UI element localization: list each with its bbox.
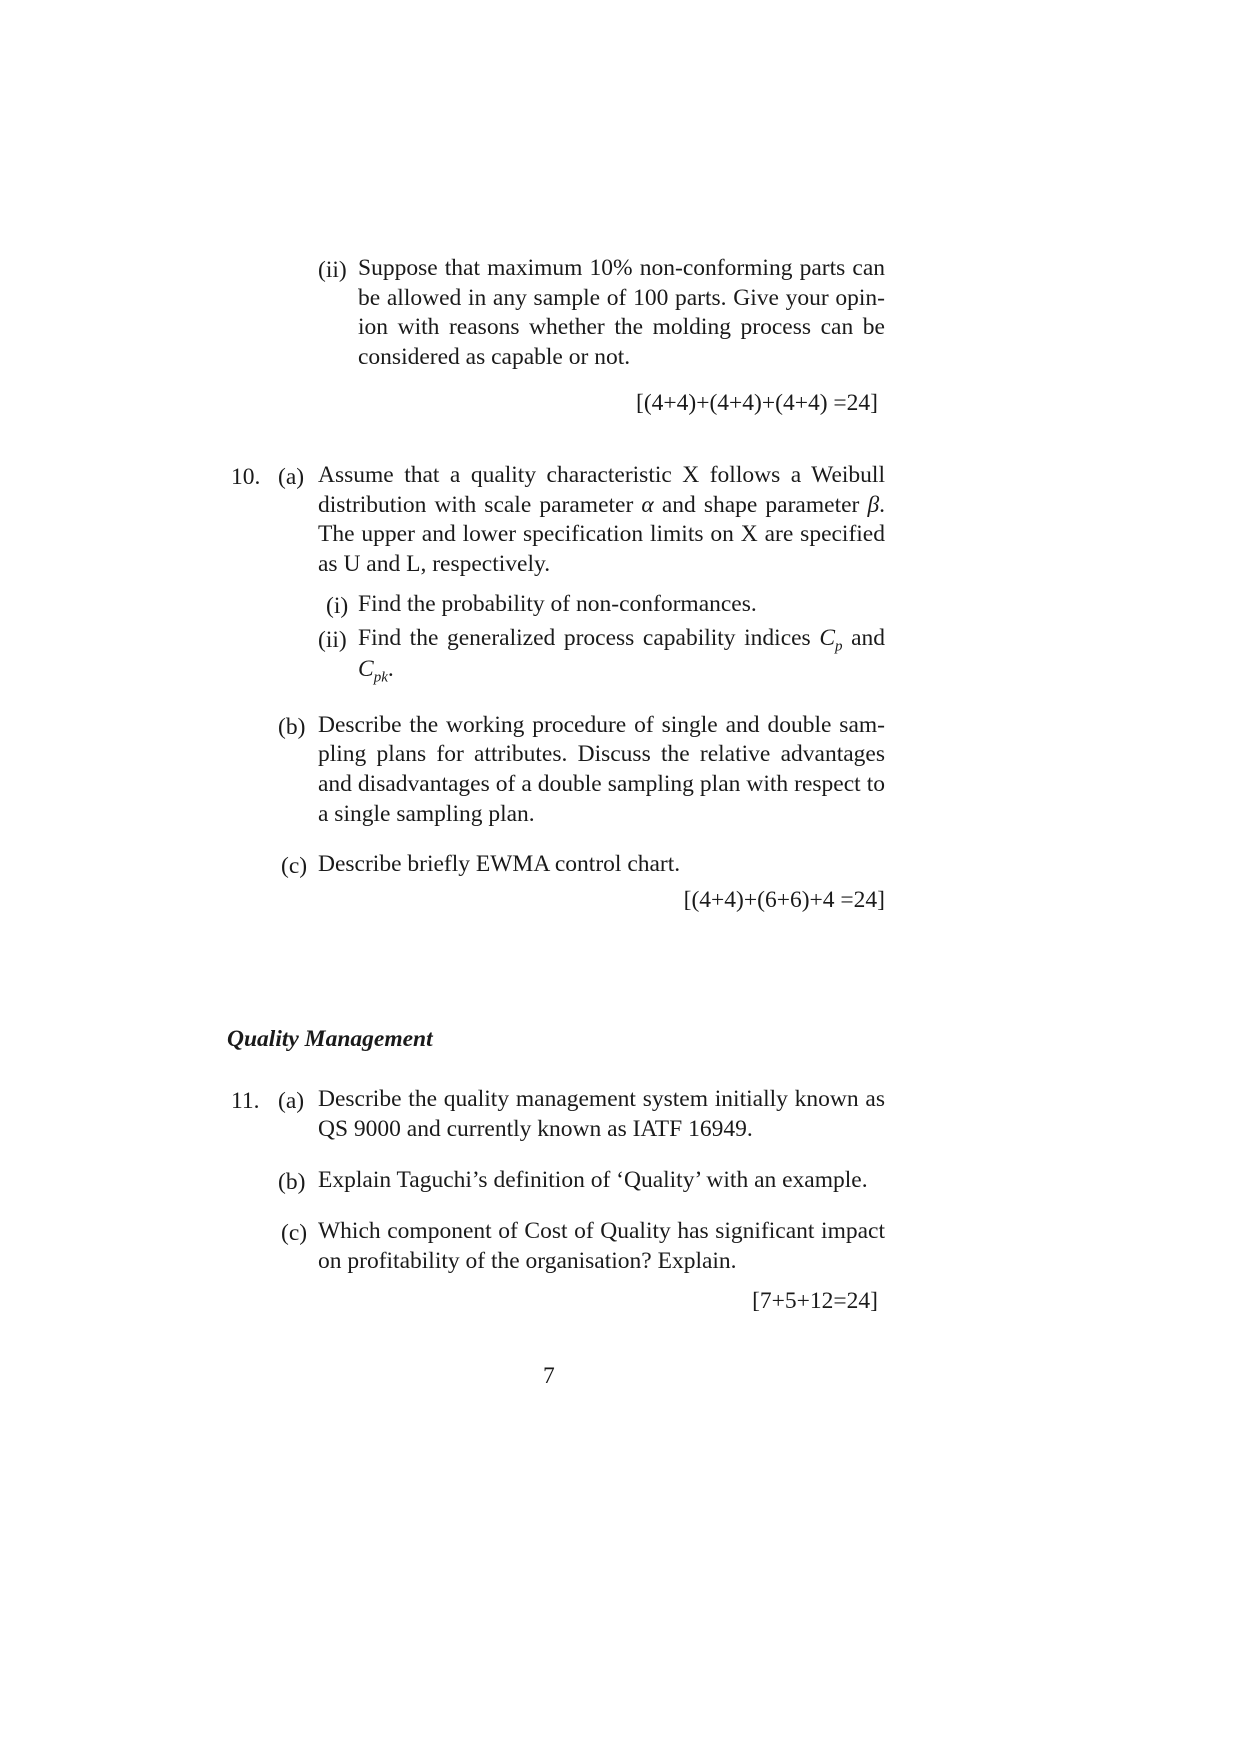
section-heading: Quality Management — [227, 1026, 433, 1052]
q10-a-line-2-pre: distribution with scale parameter — [318, 492, 634, 518]
beta-group — [867, 492, 885, 518]
q10-a-label: (a) — [278, 464, 305, 490]
q10-a-line-2 — [318, 494, 885, 518]
q10-b-line-1: Describe the working procedure of single and double sam- — [318, 712, 885, 738]
q9-ii-line-4: considered as capable or not. — [358, 344, 631, 370]
q10-marks: [(4+4)+(6+6)+4 =24] — [683, 887, 885, 913]
q9-ii-line-1: Suppose that maximum 10% non-conforming parts can — [358, 255, 885, 281]
q10-b-line-2: pling plans for attributes. Discuss the relative advantages — [318, 741, 885, 767]
q11-c-label: (c) — [281, 1220, 308, 1246]
cp-base: C — [819, 625, 835, 651]
q10-a-line-4: as U and L, respectively. — [318, 551, 551, 577]
q9-ii-line-2: be allowed in any sample of 100 parts. Give your opin- — [358, 285, 885, 311]
q11-marks: [7+5+12=24] — [752, 1288, 878, 1314]
beta-symbol: β — [867, 492, 880, 518]
q10-number: 10. — [231, 464, 261, 490]
q10-a-ii-line-2 — [358, 658, 394, 686]
q10-a-ii-and: and — [851, 625, 886, 651]
cpk-base: C — [358, 656, 374, 682]
q10-b-line-3: and disadvantages of a double sampling plan with respect to — [318, 771, 885, 797]
q10-a-ii-line-1 — [358, 627, 885, 655]
q10-a-ii-label: (ii) — [318, 627, 347, 653]
q11-a-line-2: QS 9000 and currently known as IATF 16949. — [318, 1116, 753, 1142]
q10-b-line-4: a single sampling plan. — [318, 801, 535, 827]
cp-sub: p — [835, 638, 843, 655]
q11-number: 11. — [231, 1088, 260, 1114]
q10-a-i-text: Find the probability of non-conformances. — [358, 591, 757, 617]
q10-b-label: (b) — [278, 714, 306, 740]
q11-a-line-1: Describe the quality management system initially known as — [318, 1086, 885, 1112]
cp-symbol — [819, 625, 843, 655]
cpk-sub: pk — [373, 669, 388, 686]
q10-c-text: Describe briefly EWMA control chart. — [318, 851, 681, 877]
alpha-symbol: α — [641, 492, 654, 518]
q10-a-line-2-mid: and shape parameter — [661, 492, 860, 518]
page-number: 7 — [543, 1363, 555, 1389]
q10-a-line-1: Assume that a quality characteristic X follows a Weibull — [318, 462, 885, 488]
q11-c-line-2: on profitability of the organisation? Explain. — [318, 1248, 737, 1274]
q9-marks: [(4+4)+(4+4)+(4+4) =24] — [636, 390, 878, 416]
q10-a-ii-text: Find the generalized process capability indices — [358, 625, 811, 651]
q11-b-label: (b) — [278, 1169, 306, 1195]
cpk-end: . — [387, 656, 394, 682]
q9-ii-label: (ii) — [318, 257, 347, 283]
q10-a-line-3: The upper and lower specification limits on X are specified — [318, 521, 885, 547]
q10-c-label: (c) — [281, 853, 308, 879]
q11-c-line-1: Which component of Cost of Quality has significant impact — [318, 1218, 885, 1244]
q11-a-label: (a) — [278, 1088, 305, 1114]
q9-ii-line-3: ion with reasons whether the molding process can be — [358, 314, 885, 340]
q11-b-text: Explain Taguchi’s definition of ‘Quality’ with an example. — [318, 1167, 868, 1193]
q10-a-line-2-end: . — [879, 492, 886, 518]
q10-a-i-label: (i) — [326, 593, 349, 619]
